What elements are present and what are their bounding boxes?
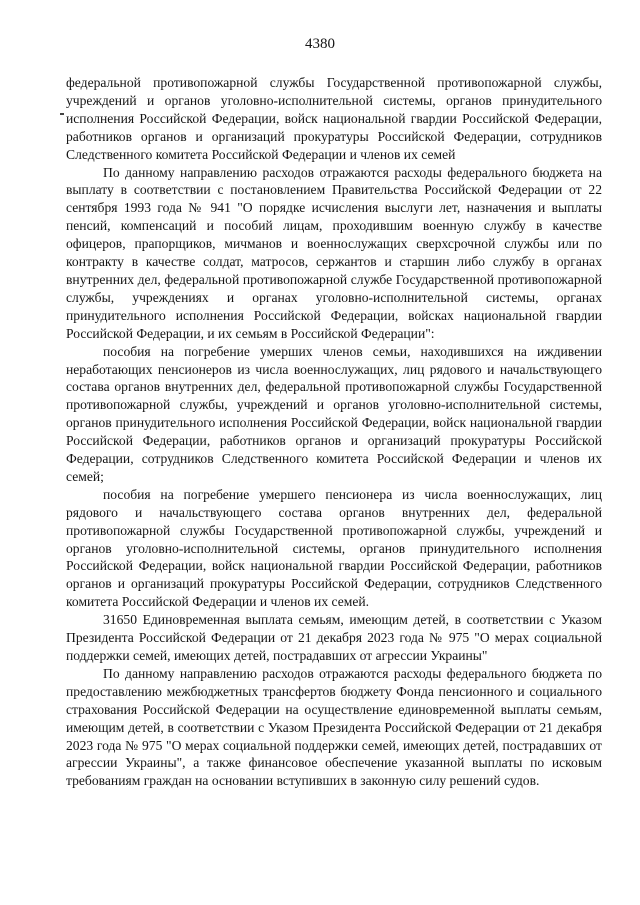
page-number: 4380 xyxy=(305,36,335,52)
paragraph-expense-description: По данному направлению расходов отражаются расходы федерального бюджета на выплату в соответствии с постановлением Правительства Российской Федерации от 22 сентября 1993 года № 941 "О порядке исчисления выслуги лет, назначения и выплаты пенсий, компенсаций и пособий лицам, проходившим военную службу в качестве офицеров, прапорщиков, мичманов и военнослужащих сверхсрочной службы или по контракту в качестве солдат, матросов, сержантов и старшин либо службу в органах внутренних дел, федеральной противопожарной службе Государственной противопожарной службы, учреждениях и органах уголовно-исполнительной системы, органах принудительного исполнения Российской Федерации, войсках национальной гвардии Российской Федерации, и их семьям в Российской Федерации": xyxy=(66,164,602,341)
paragraph-continuation: федеральной противопожарной службы Государственной противопожарной службы, учреждений и органов уголовно-исполнительной системы, органов принудительного исполнения Российской Федерации, войск национальной гвардии Российской Федерации, работников органов и организаций прокуратуры Российской Федерации, сотрудников Следственного комитета Российской Федерации и членов их семей xyxy=(66,75,602,162)
paragraph-expense-description-2: По данному направлению расходов отражаются расходы федерального бюджета по предоставлению межбюджетных трансфертов бюджету Фонда пенсионного и социального страхования Российской Федерации на осуществление единовременной выплаты семьям, имеющим детей, в соответствии с Указом Президента Российской Федерации от 21 декабря 2023 года № 975 "О мерах социальной поддержки семей, имеющих детей, пострадавших от агрессии Украины", а также финансовое обеспечение указанной выплаты по исковым требованиям граждан на основании вступивших в законную силу решений судов. xyxy=(66,665,602,789)
margin-mark xyxy=(60,113,64,115)
paragraph-benefit-family-members: пособия на погребение умерших членов семьи, находившихся на иждивении неработающих пенсионеров из числа военнослужащих, лиц рядового и начальствующего состава органов внутренних дел, федеральной противопожарной службы Государственной противопожарной службы, учреждений и органов уголовно-исполнительной системы, органов принудительного исполнения Российской Федерации, войск национальной гвардии Российской Федерации, работников органов и организаций прокуратуры Российской Федерации, сотрудников Следственного комитета Российской Федерации и членов их семей; xyxy=(66,343,602,484)
paragraph-expense-code-31650: 31650 Единовременная выплата семьям, имеющим детей, в соответствии с Указом Президента Российской Федерации от 21 декабря 2023 года № 975 "О мерах социальной поддержки семей, имеющих детей, пострадавших от агрессии Украины" xyxy=(66,612,602,663)
paragraph-benefit-pensioner: пособия на погребение умершего пенсионера из числа военнослужащих, лиц рядового и начальствующего состава органов внутренних дел, федеральной противопожарной службы Государственной противопожарной службы, учреждений и органов уголовно-исполнительной системы, органов принудительного исполнения Российской Федерации, войск национальной гвардии Российской Федерации, работников органов и организаций прокуратуры Российской Федерации, сотрудников Следственного комитета Российской Федерации и членов их семей. xyxy=(66,486,602,610)
document-body xyxy=(66,74,602,790)
